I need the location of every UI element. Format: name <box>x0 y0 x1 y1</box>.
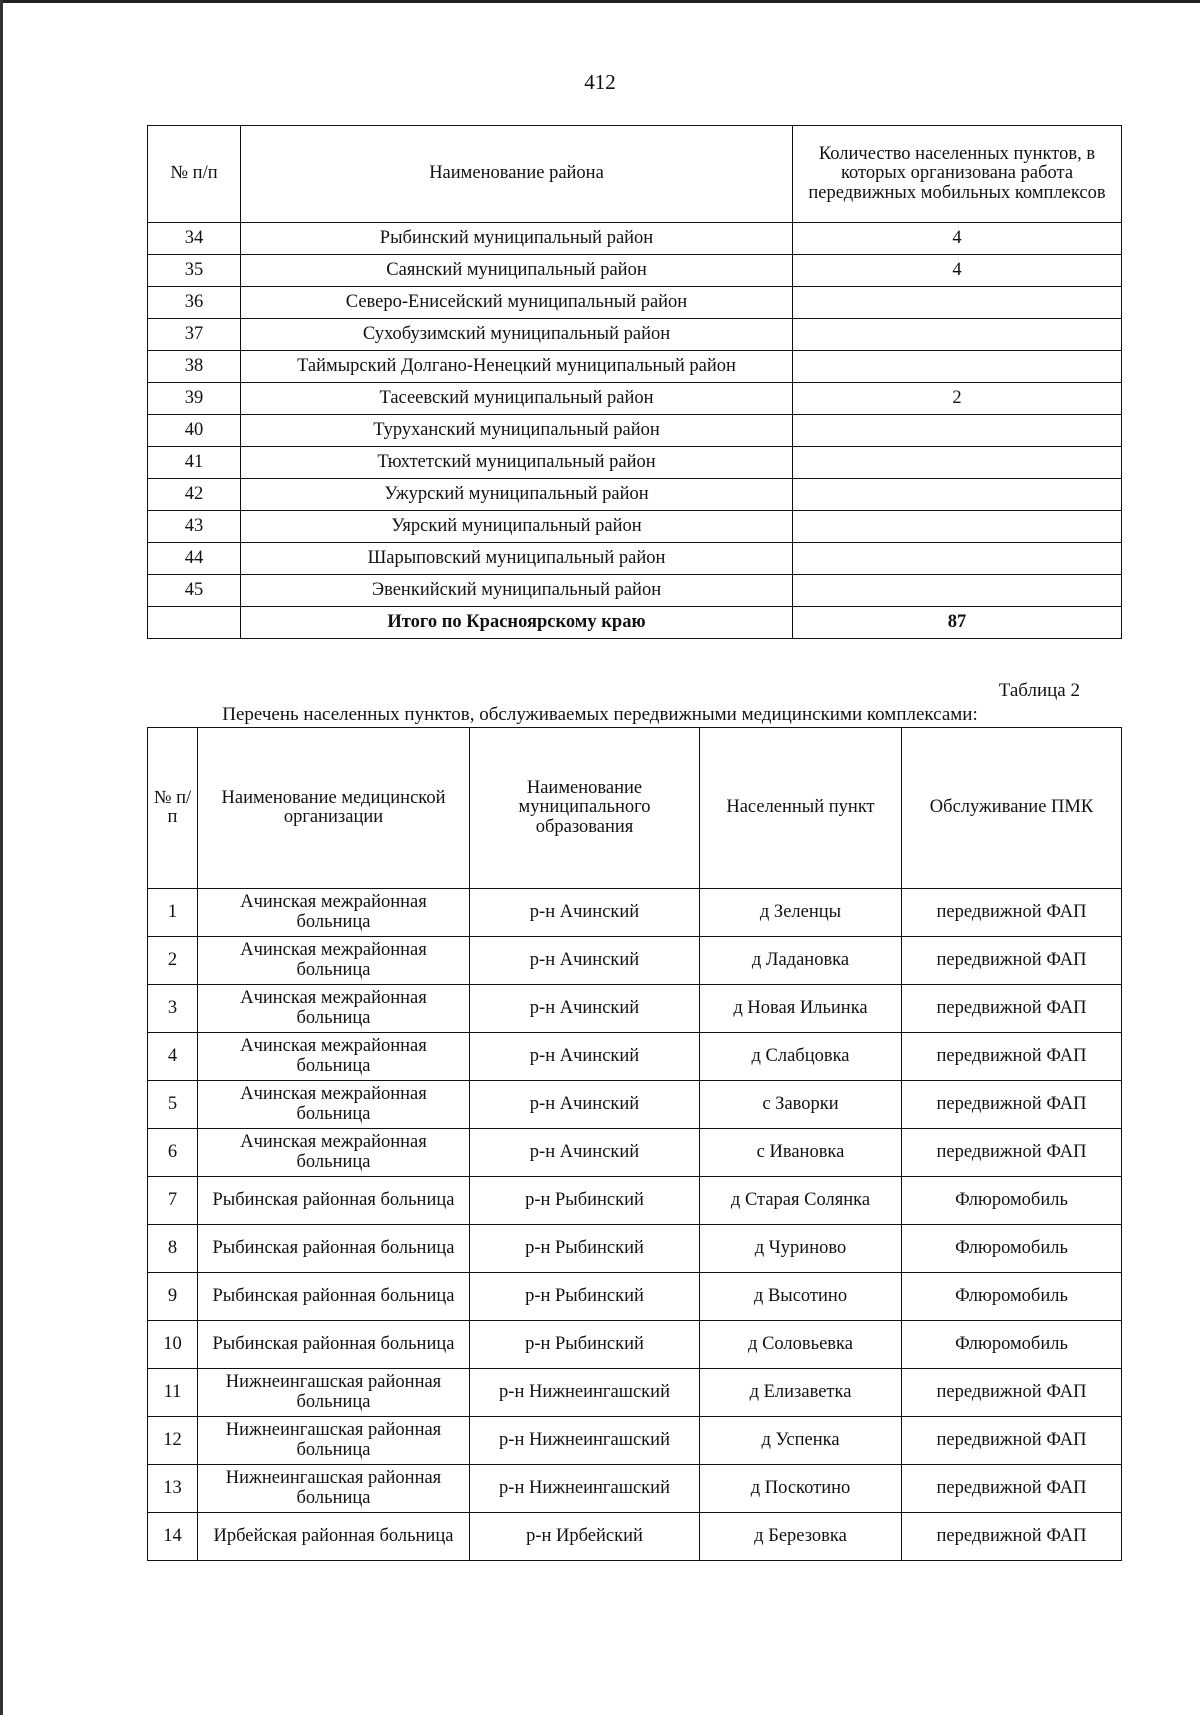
table-row <box>148 383 1122 415</box>
table-cell: д Слабцовка <box>700 1033 902 1081</box>
table-cell <box>793 415 1122 447</box>
table-cell: р-н Ачинский <box>470 1033 700 1081</box>
table-cell: 35 <box>148 255 241 287</box>
table-cell: 13 <box>148 1465 198 1513</box>
table-cell <box>148 607 241 639</box>
table-label: Таблица 2 <box>998 680 1080 701</box>
table-header-row <box>148 728 1122 889</box>
table-cell <box>793 447 1122 479</box>
table-row <box>148 1321 1122 1369</box>
page-number: 412 <box>584 70 616 94</box>
table-cell: Сухобузимский муниципальный район <box>241 319 793 351</box>
table-cell: 6 <box>148 1129 198 1177</box>
table-cell: д Березовка <box>700 1513 902 1561</box>
table-row <box>148 1513 1122 1561</box>
table-cell: 2 <box>793 383 1122 415</box>
scan-edge-top <box>0 0 1200 3</box>
table-cell: р-н Рыбинский <box>470 1177 700 1225</box>
table-row <box>148 889 1122 937</box>
districts-table <box>147 125 1122 639</box>
table-cell: Эвенкийский муниципальный район <box>241 575 793 607</box>
table-cell: Рыбинская районная больница <box>198 1225 470 1273</box>
table-cell: р-н Рыбинский <box>470 1321 700 1369</box>
table-cell: передвижной ФАП <box>902 1513 1122 1561</box>
table-row <box>148 575 1122 607</box>
table-row <box>148 1369 1122 1417</box>
table-cell: р-н Ирбейский <box>470 1513 700 1561</box>
table-cell: р-н Ачинский <box>470 889 700 937</box>
table-cell: Саянский муниципальный район <box>241 255 793 287</box>
table-cell: Туруханский муниципальный район <box>241 415 793 447</box>
table-cell: Северо-Енисейский муниципальный район <box>241 287 793 319</box>
table-cell: 45 <box>148 575 241 607</box>
table-cell: передвижной ФАП <box>902 1081 1122 1129</box>
table-cell: р-н Нижнеингашский <box>470 1417 700 1465</box>
table-row <box>148 319 1122 351</box>
table-cell: 10 <box>148 1321 198 1369</box>
header-cell: Обслуживание ПМК <box>902 728 1122 889</box>
table-cell: 8 <box>148 1225 198 1273</box>
table-cell: 87 <box>793 607 1122 639</box>
table-row <box>148 985 1122 1033</box>
table-cell: 4 <box>148 1033 198 1081</box>
table-row <box>148 1129 1122 1177</box>
table-cell <box>793 575 1122 607</box>
table-cell: 5 <box>148 1081 198 1129</box>
table-row <box>148 1225 1122 1273</box>
table-cell: Шарыповский муниципальный район <box>241 543 793 575</box>
table-row <box>148 415 1122 447</box>
table-cell: 38 <box>148 351 241 383</box>
header-cell: Населенный пункт <box>700 728 902 889</box>
table-cell: Ачинская межрайонная больница <box>198 1033 470 1081</box>
table-row <box>148 1177 1122 1225</box>
table-row <box>148 1273 1122 1321</box>
table-cell: 44 <box>148 543 241 575</box>
table-cell: Тасеевский муниципальный район <box>241 383 793 415</box>
table-cell: Итого по Красноярскому краю <box>241 607 793 639</box>
table-cell: Уярский муниципальный район <box>241 511 793 543</box>
table-row <box>148 223 1122 255</box>
table-cell: 1 <box>148 889 198 937</box>
table-cell: р-н Рыбинский <box>470 1273 700 1321</box>
table-cell: Флюромобиль <box>902 1321 1122 1369</box>
table-cell: Ачинская межрайонная больница <box>198 889 470 937</box>
table-row <box>148 937 1122 985</box>
table-cell: передвижной ФАП <box>902 1465 1122 1513</box>
table-row <box>148 351 1122 383</box>
table-row <box>148 255 1122 287</box>
table-row <box>148 1465 1122 1513</box>
table-cell: 3 <box>148 985 198 1033</box>
table-cell: Ачинская межрайонная больница <box>198 1129 470 1177</box>
table-cell: Флюромобиль <box>902 1177 1122 1225</box>
table-cell: 14 <box>148 1513 198 1561</box>
table-cell: Ачинская межрайонная больница <box>198 1081 470 1129</box>
table-cell: 2 <box>148 937 198 985</box>
table-cell <box>793 287 1122 319</box>
table-row <box>148 1033 1122 1081</box>
table-cell: 4 <box>793 255 1122 287</box>
header-cell: Наименование медицинской организации <box>198 728 470 889</box>
table-cell: передвижной ФАП <box>902 1369 1122 1417</box>
table-cell: 9 <box>148 1273 198 1321</box>
table-row <box>148 1081 1122 1129</box>
table-cell: д Старая Солянка <box>700 1177 902 1225</box>
table-cell: р-н Ачинский <box>470 1081 700 1129</box>
table-cell: р-н Ачинский <box>470 1129 700 1177</box>
table-cell: Тюхтетский муниципальный район <box>241 447 793 479</box>
table-cell: с Заворки <box>700 1081 902 1129</box>
table-caption: Перечень населенных пунктов, обслуживаемых передвижными медицинскими комплексами: <box>222 704 978 725</box>
table-cell: 34 <box>148 223 241 255</box>
table-cell: р-н Нижнеингашский <box>470 1465 700 1513</box>
table-cell <box>793 511 1122 543</box>
table-cell: 37 <box>148 319 241 351</box>
table-cell: Ирбейская районная больница <box>198 1513 470 1561</box>
table-cell: д Успенка <box>700 1417 902 1465</box>
table-cell: Ужурский муниципальный район <box>241 479 793 511</box>
table-cell: 12 <box>148 1417 198 1465</box>
header-cell: № п/п <box>148 126 241 223</box>
table-cell: Флюромобиль <box>902 1273 1122 1321</box>
table-cell: передвижной ФАП <box>902 1417 1122 1465</box>
table-cell: передвижной ФАП <box>902 1033 1122 1081</box>
table-cell: 43 <box>148 511 241 543</box>
table-cell: 40 <box>148 415 241 447</box>
table-cell: д Зеленцы <box>700 889 902 937</box>
table-cell: д Поскотино <box>700 1465 902 1513</box>
table-cell: Рыбинский муниципальный район <box>241 223 793 255</box>
table-header-row <box>148 126 1122 223</box>
table-cell: Ачинская межрайонная больница <box>198 985 470 1033</box>
table-row <box>148 511 1122 543</box>
table-cell: Таймырский Долгано-Ненецкий муниципальный район <box>241 351 793 383</box>
table-cell: передвижной ФАП <box>902 1129 1122 1177</box>
table-cell: передвижной ФАП <box>902 937 1122 985</box>
table-row <box>148 1417 1122 1465</box>
settlements-table <box>147 727 1122 1561</box>
table-cell: 41 <box>148 447 241 479</box>
table-cell <box>793 479 1122 511</box>
table-cell: д Елизаветка <box>700 1369 902 1417</box>
header-cell: Наименование муниципального образования <box>470 728 700 889</box>
table-cell: д Высотино <box>700 1273 902 1321</box>
table-cell: 42 <box>148 479 241 511</box>
table-cell: д Соловьевка <box>700 1321 902 1369</box>
table-cell: с Ивановка <box>700 1129 902 1177</box>
table-cell: Рыбинская районная больница <box>198 1321 470 1369</box>
table-cell: Ачинская межрайонная больница <box>198 937 470 985</box>
table-cell <box>793 543 1122 575</box>
table-row <box>148 479 1122 511</box>
table-cell: Рыбинская районная больница <box>198 1273 470 1321</box>
table-cell: Флюромобиль <box>902 1225 1122 1273</box>
table-row <box>148 543 1122 575</box>
header-cell: № п/п <box>148 728 198 889</box>
table-cell <box>793 319 1122 351</box>
table-cell: 11 <box>148 1369 198 1417</box>
table-cell: Нижнеингашская районная больница <box>198 1417 470 1465</box>
table-cell: р-н Ачинский <box>470 937 700 985</box>
table-row <box>148 447 1122 479</box>
table-cell: д Чуриново <box>700 1225 902 1273</box>
table-cell <box>793 351 1122 383</box>
table-cell: Нижнеингашская районная больница <box>198 1369 470 1417</box>
table-cell: Рыбинская районная больница <box>198 1177 470 1225</box>
table-cell: д Ладановка <box>700 937 902 985</box>
table-cell: д Новая Ильинка <box>700 985 902 1033</box>
table-row <box>148 287 1122 319</box>
table-cell: р-н Ачинский <box>470 985 700 1033</box>
table-cell: передвижной ФАП <box>902 889 1122 937</box>
table-cell: 7 <box>148 1177 198 1225</box>
table-row <box>148 607 1122 639</box>
table-cell: передвижной ФАП <box>902 985 1122 1033</box>
table-cell: р-н Рыбинский <box>470 1225 700 1273</box>
table-cell: 36 <box>148 287 241 319</box>
table-cell: 4 <box>793 223 1122 255</box>
table-cell: р-н Нижнеингашский <box>470 1369 700 1417</box>
table-cell: Нижнеингашская районная больница <box>198 1465 470 1513</box>
scan-edge-left <box>0 0 3 1715</box>
header-cell: Количество населенных пунктов, в которых организована работа передвижных мобильных комплексов <box>793 126 1122 223</box>
header-cell: Наименование района <box>241 126 793 223</box>
table-cell: 39 <box>148 383 241 415</box>
